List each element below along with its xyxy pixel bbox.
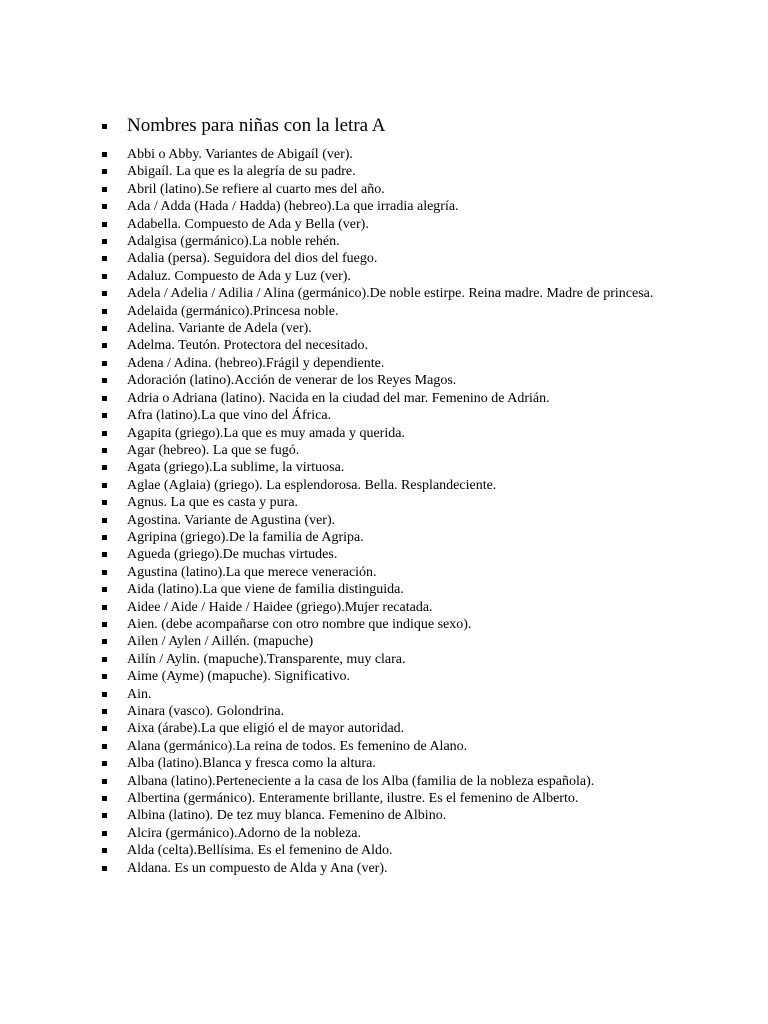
list-item-text: Adabella. Compuesto de Ada y Bella (ver). (127, 216, 369, 232)
bullet-icon (102, 239, 107, 244)
bullet-icon (102, 222, 107, 227)
list-item (102, 512, 662, 529)
list-item-text: Agata (griego).La sublime, la virtuosa. (127, 460, 345, 476)
list-item-text: Adena / Adina. (hebreo).Frágil y dependiente. (127, 355, 385, 371)
list-item (102, 355, 662, 372)
bullet-icon (102, 152, 107, 157)
bullet-icon (102, 291, 107, 296)
bullet-icon (102, 709, 107, 714)
bullet-icon (102, 605, 107, 610)
list-item-text: Albana (latino).Perteneciente a la casa de los Alba (familia de la nobleza española). (127, 773, 595, 789)
bullet-icon (102, 483, 107, 488)
bullet-icon (102, 779, 107, 784)
list-item-text: Adoración (latino).Acción de venerar de los Reyes Magos. (127, 373, 457, 389)
list-item-text: Adalgisa (germánico).La noble rehén. (127, 234, 340, 250)
list-item-text: Afra (latino).La que vino del África. (127, 408, 332, 424)
list-item-text: Ada / Adda (Hada / Hadda) (hebreo).La que irradia alegría. (127, 199, 459, 215)
document-heading: Nombres para niñas con la letra A (127, 115, 386, 136)
list-item (102, 407, 662, 424)
list-item-text: Alba (latino).Blanca y fresca como la altura. (127, 756, 376, 772)
bullet-icon (102, 692, 107, 697)
list-item (102, 250, 662, 267)
list-item-text: Ainara (vasco). Golondrina. (127, 704, 285, 719)
list-item-text: Aime (Ayme) (mapuche). Significativo. (127, 669, 351, 685)
list-item (102, 720, 662, 737)
list-item (102, 477, 662, 494)
list-item-text: Adria o Adriana (latino). Nacida en la ciudad del mar. Femenino de Adrián. (127, 390, 550, 406)
list-item-text: Adelina. Variante de Adela (ver). (127, 321, 312, 337)
list-item-text: Alcira (germánico).Adorno de la nobleza. (127, 825, 362, 841)
bullet-icon (102, 124, 107, 129)
list-item (102, 320, 662, 337)
list-item (102, 564, 662, 581)
bullet-icon (102, 378, 107, 383)
list-item (102, 425, 662, 442)
list-item-text: Aixa (árabe).La que eligió el de mayor autoridad. (127, 721, 405, 737)
list-item (102, 633, 662, 650)
bullet-icon (102, 465, 107, 470)
list-item (102, 790, 662, 807)
list-item (102, 216, 662, 233)
list-item (102, 581, 662, 598)
list-item-text: Agripina (griego).De la familia de Agripa. (127, 529, 364, 545)
list-item-text: Aidee / Aide / Haide / Haidee (griego).Mujer recatada. (127, 599, 433, 615)
bullet-icon (102, 343, 107, 348)
list-item-text: Agapita (griego).La que es muy amada y querida. (127, 425, 405, 441)
list-item (102, 303, 662, 320)
list-item (102, 372, 662, 389)
list-item (102, 755, 662, 772)
list-item (102, 268, 662, 285)
list-item (102, 198, 662, 215)
bullet-icon (102, 431, 107, 436)
list-item-text: Adalia (persa). Seguidora del dios del fuego. (127, 251, 378, 267)
list-item (102, 599, 662, 616)
list-item-text: Albina (latino). De tez muy blanca. Femenino de Albino. (127, 808, 447, 824)
list-item (102, 825, 662, 842)
bullet-icon (102, 274, 107, 279)
bullet-icon (102, 866, 107, 871)
list-item (102, 842, 662, 859)
list-item-text: Abigaíl. La que es la alegría de su padre. (127, 164, 356, 180)
list-item-text: Adela / Adelia / Adilia / Alina (germánico).De noble estirpe. Reina madre. Madre de princesa. (127, 286, 654, 302)
list-item (102, 616, 662, 633)
list-item (102, 807, 662, 824)
bullet-icon (102, 639, 107, 644)
list-item-text: Aglae (Aglaia) (griego). La esplendorosa. Bella. Resplandeciente. (127, 477, 497, 493)
list-item-text: Ain. (127, 686, 152, 702)
list-item (102, 773, 662, 790)
bullet-icon (102, 535, 107, 540)
bullet-icon (102, 587, 107, 592)
bullet-icon (102, 570, 107, 575)
list-item (102, 285, 662, 302)
list-item-text: Albertina (germánico). Enteramente brillante, ilustre. Es el femenino de Alberto. (127, 791, 579, 807)
bullet-icon (102, 361, 107, 366)
list-item-text: Agostina. Variante de Agustina (ver). (127, 512, 336, 528)
heading-list-item (102, 113, 742, 139)
bullet-icon (102, 848, 107, 853)
bullet-icon (102, 552, 107, 557)
bullet-icon (102, 448, 107, 453)
list-item (102, 163, 662, 180)
bullet-icon (102, 622, 107, 627)
list-item-text: Ailen / Aylen / Aillén. (mapuche) (127, 634, 314, 650)
names-list (102, 146, 662, 877)
list-item-text: Alana (germánico).La reina de todos. Es femenino de Alano. (127, 738, 468, 754)
list-item-text: Adelaida (germánico).Princesa noble. (127, 303, 339, 319)
list-item (102, 860, 662, 877)
list-item (102, 546, 662, 563)
bullet-icon (102, 761, 107, 766)
list-item (102, 529, 662, 546)
bullet-icon (102, 674, 107, 679)
bullet-icon (102, 204, 107, 209)
bullet-icon (102, 396, 107, 401)
bullet-icon (102, 796, 107, 801)
list-item-text: Adelma. Teutón. Protectora del necesitado. (127, 338, 368, 354)
bullet-icon (102, 500, 107, 505)
bullet-icon (102, 169, 107, 174)
list-item-text: Aldana. Es un compuesto de Alda y Ana (ver). (127, 860, 388, 876)
bullet-icon (102, 518, 107, 523)
bullet-icon (102, 309, 107, 314)
list-item (102, 146, 662, 163)
list-item-text: Agustina (latino).La que merece veneración. (127, 564, 377, 580)
list-item-text: Abril (latino).Se refiere al cuarto mes del año. (127, 181, 385, 197)
list-item (102, 494, 662, 511)
list-item-text: Aida (latino).La que viene de familia distinguida. (127, 582, 404, 598)
list-item-text: Agar (hebreo). La que se fugó. (127, 442, 300, 458)
list-item-text: Aien. (debe acompañarse con otro nombre que indique sexo). (127, 616, 472, 632)
list-item (102, 703, 662, 720)
list-item (102, 651, 662, 668)
bullet-icon (102, 744, 107, 749)
list-item (102, 233, 662, 250)
list-item (102, 738, 662, 755)
bullet-icon (102, 413, 107, 418)
bullet-icon (102, 657, 107, 662)
list-item-text: Abbi o Abby. Variantes de Abigaíl (ver). (127, 147, 353, 162)
bullet-icon (102, 726, 107, 731)
list-item (102, 390, 662, 407)
bullet-icon (102, 813, 107, 818)
bullet-icon (102, 187, 107, 192)
bullet-icon (102, 326, 107, 331)
bullet-icon (102, 831, 107, 836)
bullet-icon (102, 256, 107, 261)
list-item-text: Ailín / Aylin. (mapuche).Transparente, muy clara. (127, 651, 406, 667)
list-item-text: Adaluz. Compuesto de Ada y Luz (ver). (127, 268, 351, 284)
list-item (102, 442, 662, 459)
list-item-text: Agueda (griego).De muchas virtudes. (127, 547, 338, 563)
list-item (102, 181, 662, 198)
list-item (102, 686, 662, 703)
list-item (102, 459, 662, 476)
list-item (102, 337, 662, 354)
list-item-text: Alda (celta).Bellísima. Es el femenino de Aldo. (127, 843, 393, 859)
list-item (102, 668, 662, 685)
list-item-text: Agnus. La que es casta y pura. (127, 495, 299, 511)
